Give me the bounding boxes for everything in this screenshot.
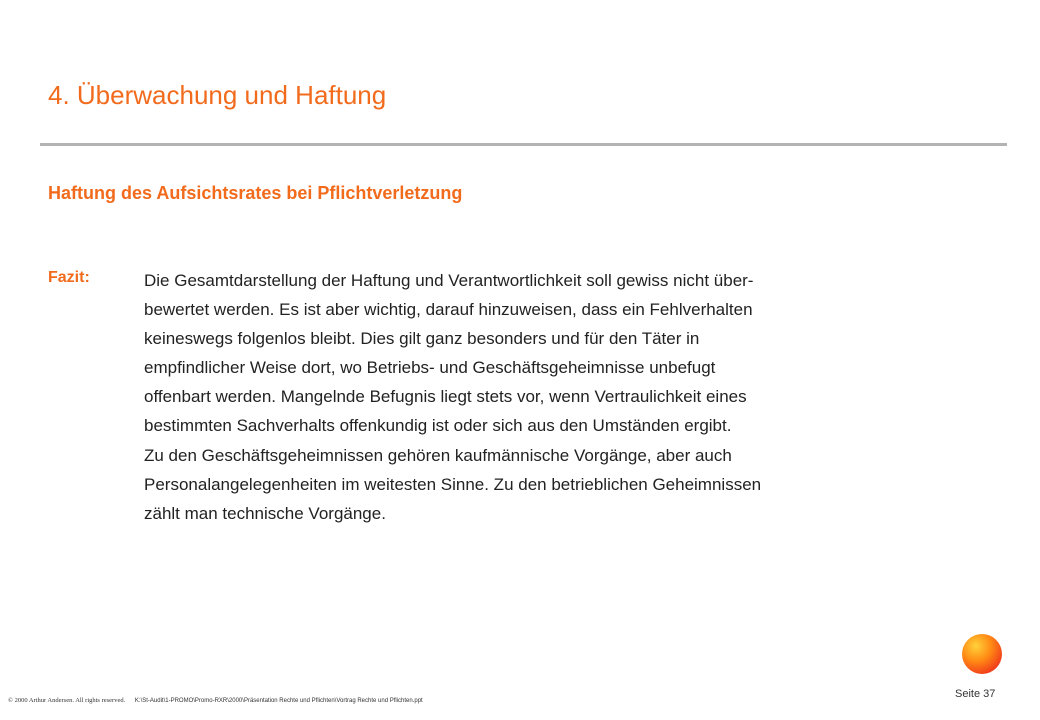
footer-copyright: © 2000 Arthur Andersen. All rights reserved. <box>8 697 126 704</box>
body-line: bewertet werden. Es ist aber wichtig, darauf hinzuweisen, dass ein Fehlverhalten <box>144 300 753 320</box>
title-divider <box>40 143 1007 146</box>
fazit-body <box>144 266 944 528</box>
arthur-andersen-logo-ball <box>962 634 1002 674</box>
body-line: bestimmten Sachverhalts offenkundig ist oder sich aus den Umständen ergibt. <box>144 416 732 436</box>
body-line: empfindlicher Weise dort, wo Betriebs- und Geschäftsgeheimnisse unbefugt <box>144 358 716 378</box>
body-line: zählt man technische Vorgänge. <box>144 503 386 523</box>
body-line: Personalangelegenheiten im weitesten Sinne. Zu den betrieblichen Geheimnissen <box>144 474 762 494</box>
body-line: Zu den Geschäftsgeheimnissen gehören kaufmännische Vorgänge, aber auch <box>144 445 732 465</box>
body-line: offenbart werden. Mangelnde Befugnis liegt stets vor, wenn Vertraulichkeit eines <box>144 387 747 407</box>
slide-title: 4. Überwachung und Haftung <box>48 80 387 110</box>
section-subtitle: Haftung des Aufsichtsrates bei Pflichtverletzung <box>48 183 463 203</box>
fazit-label: Fazit: <box>48 269 90 286</box>
body-line: keineswegs folgenlos bleibt. Dies gilt ganz besonders und für den Täter in <box>144 329 700 349</box>
page-number: Seite 37 <box>955 688 996 700</box>
body-line: Die Gesamtdarstellung der Haftung und Verantwortlichkeit soll gewiss nicht über- <box>144 271 754 290</box>
footer-file-path: K:\St-Audit\1-PROMO\Promo-RXR\2000\Präsentation Rechte und Pflichten\Vortrag Rechte und Pflichten.ppt <box>134 698 423 704</box>
footer <box>8 697 423 704</box>
